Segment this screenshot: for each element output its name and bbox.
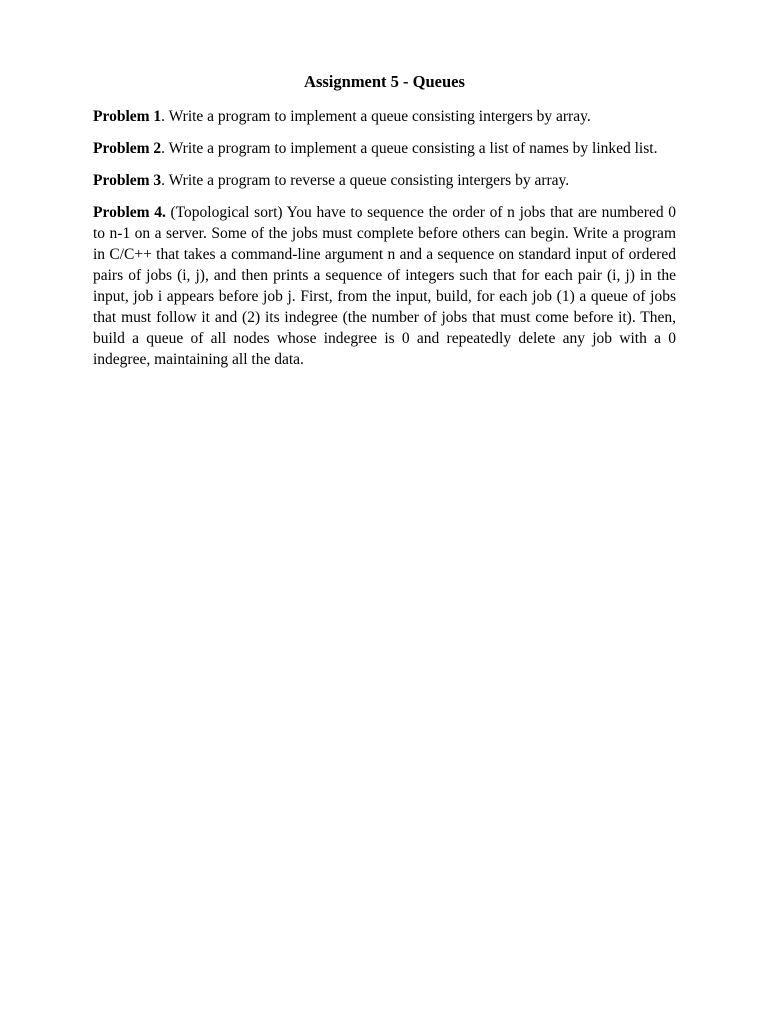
problem-3-label: Problem 3 bbox=[93, 172, 162, 189]
problem-4 bbox=[93, 202, 676, 370]
problem-3-text: . Write a program to reverse a queue consisting intergers by array. bbox=[161, 172, 570, 189]
problem-1 bbox=[93, 106, 676, 127]
problem-2-label: Problem 2 bbox=[93, 140, 162, 157]
problem-1-text: . Write a program to implement a queue consisting intergers by array. bbox=[161, 108, 591, 125]
document-title: Assignment 5 - Queues bbox=[304, 72, 465, 91]
problem-1-label: Problem 1 bbox=[93, 108, 162, 125]
problem-3 bbox=[93, 170, 676, 191]
problem-2 bbox=[93, 138, 676, 159]
problem-4-label: Problem 4. bbox=[93, 204, 166, 221]
problem-2-text: . Write a program to implement a queue consisting a list of names by linked list. bbox=[161, 140, 658, 157]
document-page bbox=[93, 72, 676, 381]
problem-4-text: (Topological sort) You have to sequence the order of n jobs that are numbered 0 to n-1 on a server. Some of the jobs must complete before others can begin. Write a program in C/C++ that takes a command-line argument n and a sequence on standard input of ordered pairs of jobs (i, j), and then prints a sequence of integers such that for each pair (i, j) in the input, job i appears before job j. First, from the input, build, for each job (1) a queue of jobs that must follow it and (2) its indegree (the number of jobs that must come before it). Then, build a queue of all nodes whose indegree is 0 and repeatedly delete any job with a 0 indegree, maintaining all the data. bbox=[93, 204, 676, 368]
